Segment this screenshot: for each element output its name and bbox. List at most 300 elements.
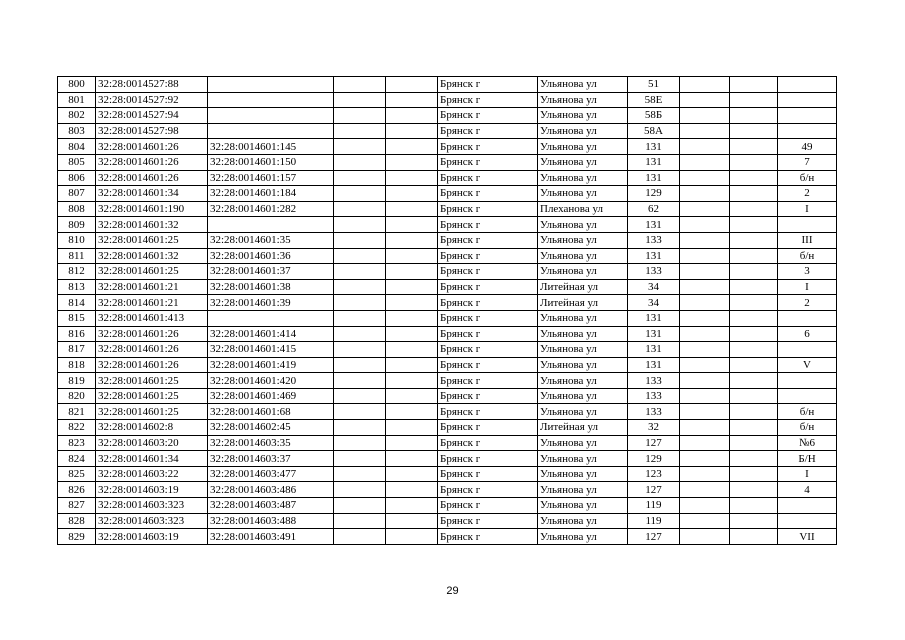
city-cell: Брянск г bbox=[438, 279, 538, 295]
empty-cell bbox=[386, 217, 438, 233]
empty-cell bbox=[386, 92, 438, 108]
building-cadastral-number: 32:28:0014601:420 bbox=[208, 373, 334, 389]
table-row bbox=[58, 310, 837, 326]
row-number: 815 bbox=[58, 310, 96, 326]
empty-cell bbox=[680, 498, 730, 514]
building-cadastral-number: 32:28:0014601:415 bbox=[208, 342, 334, 358]
street-cell: Ульянова ул bbox=[538, 404, 628, 420]
row-number: 809 bbox=[58, 217, 96, 233]
city-cell: Брянск г bbox=[438, 529, 538, 545]
building-cadastral-number: 32:28:0014603:487 bbox=[208, 498, 334, 514]
street-cell: Ульянова ул bbox=[538, 498, 628, 514]
premises-number-cell: V bbox=[778, 357, 837, 373]
house-number-cell: 131 bbox=[628, 326, 680, 342]
empty-cell bbox=[730, 170, 778, 186]
empty-cell bbox=[730, 513, 778, 529]
table-row bbox=[58, 186, 837, 202]
premises-number-cell: б/н bbox=[778, 248, 837, 264]
street-cell: Ульянова ул bbox=[538, 388, 628, 404]
row-number: 816 bbox=[58, 326, 96, 342]
empty-cell bbox=[334, 498, 386, 514]
city-cell: Брянск г bbox=[438, 404, 538, 420]
row-number: 804 bbox=[58, 139, 96, 155]
city-cell: Брянск г bbox=[438, 310, 538, 326]
row-number: 813 bbox=[58, 279, 96, 295]
premises-number-cell: 3 bbox=[778, 264, 837, 280]
city-cell: Брянск г bbox=[438, 420, 538, 436]
premises-number-cell bbox=[778, 217, 837, 233]
row-number: 826 bbox=[58, 482, 96, 498]
empty-cell bbox=[730, 420, 778, 436]
building-cadastral-number: 32:28:0014603:35 bbox=[208, 435, 334, 451]
empty-cell bbox=[680, 108, 730, 124]
row-number: 819 bbox=[58, 373, 96, 389]
empty-cell bbox=[730, 123, 778, 139]
cadastral-number: 32:28:0014527:94 bbox=[96, 108, 208, 124]
row-number: 805 bbox=[58, 154, 96, 170]
table-row bbox=[58, 513, 837, 529]
building-cadastral-number: 32:28:0014601:157 bbox=[208, 170, 334, 186]
empty-cell bbox=[680, 217, 730, 233]
empty-cell bbox=[730, 357, 778, 373]
empty-cell bbox=[334, 201, 386, 217]
empty-cell bbox=[386, 342, 438, 358]
empty-cell bbox=[386, 248, 438, 264]
cadastral-number: 32:28:0014601:26 bbox=[96, 170, 208, 186]
city-cell: Брянск г bbox=[438, 108, 538, 124]
empty-cell bbox=[334, 310, 386, 326]
empty-cell bbox=[680, 295, 730, 311]
cadastral-number: 32:28:0014601:26 bbox=[96, 326, 208, 342]
premises-number-cell: 6 bbox=[778, 326, 837, 342]
city-cell: Брянск г bbox=[438, 170, 538, 186]
empty-cell bbox=[386, 123, 438, 139]
city-cell: Брянск г bbox=[438, 326, 538, 342]
house-number-cell: 133 bbox=[628, 404, 680, 420]
premises-number-cell bbox=[778, 310, 837, 326]
city-cell: Брянск г bbox=[438, 342, 538, 358]
empty-cell bbox=[680, 420, 730, 436]
street-cell: Литейная ул bbox=[538, 279, 628, 295]
empty-cell bbox=[386, 373, 438, 389]
row-number: 817 bbox=[58, 342, 96, 358]
empty-cell bbox=[680, 342, 730, 358]
street-cell: Ульянова ул bbox=[538, 310, 628, 326]
table-row bbox=[58, 357, 837, 373]
building-cadastral-number: 32:28:0014601:469 bbox=[208, 388, 334, 404]
empty-cell bbox=[730, 342, 778, 358]
city-cell: Брянск г bbox=[438, 139, 538, 155]
empty-cell bbox=[334, 435, 386, 451]
empty-cell bbox=[730, 92, 778, 108]
city-cell: Брянск г bbox=[438, 482, 538, 498]
house-number-cell: 131 bbox=[628, 248, 680, 264]
street-cell: Ульянова ул bbox=[538, 342, 628, 358]
empty-cell bbox=[730, 529, 778, 545]
empty-cell bbox=[730, 326, 778, 342]
table-row bbox=[58, 295, 837, 311]
empty-cell bbox=[334, 264, 386, 280]
row-number: 823 bbox=[58, 435, 96, 451]
empty-cell bbox=[386, 326, 438, 342]
city-cell: Брянск г bbox=[438, 295, 538, 311]
cadastral-number: 32:28:0014601:190 bbox=[96, 201, 208, 217]
table-row bbox=[58, 466, 837, 482]
row-number: 811 bbox=[58, 248, 96, 264]
street-cell: Ульянова ул bbox=[538, 232, 628, 248]
table-row bbox=[58, 201, 837, 217]
empty-cell bbox=[680, 326, 730, 342]
empty-cell bbox=[334, 466, 386, 482]
row-number: 800 bbox=[58, 77, 96, 93]
empty-cell bbox=[334, 513, 386, 529]
building-cadastral-number: 32:28:0014603:491 bbox=[208, 529, 334, 545]
building-cadastral-number: 32:28:0014601:150 bbox=[208, 154, 334, 170]
table-row bbox=[58, 92, 837, 108]
house-number-cell: 133 bbox=[628, 232, 680, 248]
building-cadastral-number: 32:28:0014601:68 bbox=[208, 404, 334, 420]
house-number-cell: 123 bbox=[628, 466, 680, 482]
cadastral-number: 32:28:0014603:20 bbox=[96, 435, 208, 451]
empty-cell bbox=[334, 420, 386, 436]
building-cadastral-number: 32:28:0014603:486 bbox=[208, 482, 334, 498]
table-row bbox=[58, 170, 837, 186]
premises-number-cell: Б/Н bbox=[778, 451, 837, 467]
house-number-cell: 133 bbox=[628, 373, 680, 389]
empty-cell bbox=[386, 529, 438, 545]
empty-cell bbox=[730, 186, 778, 202]
empty-cell bbox=[334, 186, 386, 202]
empty-cell bbox=[334, 108, 386, 124]
building-cadastral-number bbox=[208, 217, 334, 233]
empty-cell bbox=[386, 388, 438, 404]
registry-table bbox=[57, 76, 837, 545]
table-row bbox=[58, 232, 837, 248]
empty-cell bbox=[386, 466, 438, 482]
city-cell: Брянск г bbox=[438, 232, 538, 248]
premises-number-cell: VII bbox=[778, 529, 837, 545]
city-cell: Брянск г bbox=[438, 77, 538, 93]
empty-cell bbox=[730, 388, 778, 404]
empty-cell bbox=[680, 357, 730, 373]
street-cell: Ульянова ул bbox=[538, 108, 628, 124]
street-cell: Ульянова ул bbox=[538, 529, 628, 545]
empty-cell bbox=[680, 264, 730, 280]
empty-cell bbox=[680, 529, 730, 545]
table-row bbox=[58, 123, 837, 139]
cadastral-number: 32:28:0014601:25 bbox=[96, 264, 208, 280]
row-number: 807 bbox=[58, 186, 96, 202]
empty-cell bbox=[386, 513, 438, 529]
empty-cell bbox=[680, 451, 730, 467]
empty-cell bbox=[386, 295, 438, 311]
row-number: 822 bbox=[58, 420, 96, 436]
table-row bbox=[58, 139, 837, 155]
premises-number-cell: б/н bbox=[778, 170, 837, 186]
row-number: 827 bbox=[58, 498, 96, 514]
table-row bbox=[58, 108, 837, 124]
empty-cell bbox=[386, 201, 438, 217]
premises-number-cell: 7 bbox=[778, 154, 837, 170]
city-cell: Брянск г bbox=[438, 357, 538, 373]
street-cell: Ульянова ул bbox=[538, 139, 628, 155]
row-number: 824 bbox=[58, 451, 96, 467]
table-row bbox=[58, 404, 837, 420]
premises-number-cell: I bbox=[778, 201, 837, 217]
empty-cell bbox=[386, 357, 438, 373]
building-cadastral-number: 32:28:0014601:39 bbox=[208, 295, 334, 311]
cadastral-number: 32:28:0014527:92 bbox=[96, 92, 208, 108]
empty-cell bbox=[334, 77, 386, 93]
building-cadastral-number: 32:28:0014601:36 bbox=[208, 248, 334, 264]
premises-number-cell bbox=[778, 513, 837, 529]
house-number-cell: 32 bbox=[628, 420, 680, 436]
row-number: 803 bbox=[58, 123, 96, 139]
building-cadastral-number bbox=[208, 77, 334, 93]
building-cadastral-number: 32:28:0014601:282 bbox=[208, 201, 334, 217]
cadastral-number: 32:28:0014603:19 bbox=[96, 482, 208, 498]
empty-cell bbox=[730, 435, 778, 451]
row-number: 818 bbox=[58, 357, 96, 373]
row-number: 821 bbox=[58, 404, 96, 420]
empty-cell bbox=[386, 77, 438, 93]
city-cell: Брянск г bbox=[438, 154, 538, 170]
empty-cell bbox=[680, 404, 730, 420]
empty-cell bbox=[730, 139, 778, 155]
premises-number-cell bbox=[778, 342, 837, 358]
empty-cell bbox=[680, 232, 730, 248]
premises-number-cell: III bbox=[778, 232, 837, 248]
street-cell: Ульянова ул bbox=[538, 154, 628, 170]
empty-cell bbox=[386, 482, 438, 498]
house-number-cell: 131 bbox=[628, 357, 680, 373]
empty-cell bbox=[386, 435, 438, 451]
empty-cell bbox=[334, 139, 386, 155]
street-cell: Ульянова ул bbox=[538, 451, 628, 467]
building-cadastral-number: 32:28:0014602:45 bbox=[208, 420, 334, 436]
empty-cell bbox=[334, 92, 386, 108]
cadastral-number: 32:28:0014603:323 bbox=[96, 513, 208, 529]
cadastral-number: 32:28:0014601:21 bbox=[96, 279, 208, 295]
house-number-cell: 34 bbox=[628, 295, 680, 311]
premises-number-cell: 2 bbox=[778, 295, 837, 311]
building-cadastral-number bbox=[208, 92, 334, 108]
house-number-cell: 34 bbox=[628, 279, 680, 295]
row-number: 812 bbox=[58, 264, 96, 280]
house-number-cell: 131 bbox=[628, 217, 680, 233]
empty-cell bbox=[386, 232, 438, 248]
premises-number-cell bbox=[778, 123, 837, 139]
row-number: 814 bbox=[58, 295, 96, 311]
house-number-cell: 131 bbox=[628, 310, 680, 326]
empty-cell bbox=[386, 310, 438, 326]
house-number-cell: 119 bbox=[628, 513, 680, 529]
table-row bbox=[58, 217, 837, 233]
cadastral-number: 32:28:0014601:26 bbox=[96, 154, 208, 170]
cadastral-number: 32:28:0014602:8 bbox=[96, 420, 208, 436]
row-number: 810 bbox=[58, 232, 96, 248]
premises-number-cell bbox=[778, 373, 837, 389]
empty-cell bbox=[334, 154, 386, 170]
empty-cell bbox=[680, 92, 730, 108]
house-number-cell: 58Б bbox=[628, 108, 680, 124]
table-row bbox=[58, 435, 837, 451]
street-cell: Ульянова ул bbox=[538, 92, 628, 108]
empty-cell bbox=[334, 451, 386, 467]
building-cadastral-number: 32:28:0014603:488 bbox=[208, 513, 334, 529]
row-number: 806 bbox=[58, 170, 96, 186]
empty-cell bbox=[334, 232, 386, 248]
cadastral-number: 32:28:0014603:19 bbox=[96, 529, 208, 545]
empty-cell bbox=[386, 154, 438, 170]
empty-cell bbox=[680, 139, 730, 155]
building-cadastral-number: 32:28:0014603:477 bbox=[208, 466, 334, 482]
cadastral-number: 32:28:0014601:25 bbox=[96, 232, 208, 248]
premises-number-cell bbox=[778, 108, 837, 124]
premises-number-cell bbox=[778, 77, 837, 93]
row-number: 820 bbox=[58, 388, 96, 404]
table-row bbox=[58, 154, 837, 170]
premises-number-cell: 49 bbox=[778, 139, 837, 155]
cadastral-number: 32:28:0014601:413 bbox=[96, 310, 208, 326]
street-cell: Литейная ул bbox=[538, 295, 628, 311]
premises-number-cell bbox=[778, 388, 837, 404]
street-cell: Ульянова ул bbox=[538, 435, 628, 451]
building-cadastral-number: 32:28:0014601:35 bbox=[208, 232, 334, 248]
table-row bbox=[58, 529, 837, 545]
empty-cell bbox=[680, 201, 730, 217]
cadastral-number: 32:28:0014601:32 bbox=[96, 248, 208, 264]
empty-cell bbox=[730, 217, 778, 233]
street-cell: Ульянова ул bbox=[538, 170, 628, 186]
empty-cell bbox=[334, 482, 386, 498]
empty-cell bbox=[730, 498, 778, 514]
street-cell: Ульянова ул bbox=[538, 513, 628, 529]
empty-cell bbox=[334, 388, 386, 404]
empty-cell bbox=[680, 170, 730, 186]
cadastral-number: 32:28:0014601:26 bbox=[96, 342, 208, 358]
row-number: 825 bbox=[58, 466, 96, 482]
empty-cell bbox=[730, 77, 778, 93]
table-row bbox=[58, 498, 837, 514]
empty-cell bbox=[680, 310, 730, 326]
table-row bbox=[58, 77, 837, 93]
empty-cell bbox=[386, 170, 438, 186]
empty-cell bbox=[680, 279, 730, 295]
city-cell: Брянск г bbox=[438, 248, 538, 264]
empty-cell bbox=[386, 139, 438, 155]
row-number: 801 bbox=[58, 92, 96, 108]
premises-number-cell: б/н bbox=[778, 404, 837, 420]
empty-cell bbox=[730, 154, 778, 170]
premises-number-cell: №6 bbox=[778, 435, 837, 451]
street-cell: Ульянова ул bbox=[538, 357, 628, 373]
street-cell: Ульянова ул bbox=[538, 326, 628, 342]
cadastral-number: 32:28:0014601:26 bbox=[96, 357, 208, 373]
empty-cell bbox=[386, 498, 438, 514]
building-cadastral-number bbox=[208, 108, 334, 124]
building-cadastral-number: 32:28:0014601:184 bbox=[208, 186, 334, 202]
empty-cell bbox=[680, 373, 730, 389]
building-cadastral-number bbox=[208, 310, 334, 326]
empty-cell bbox=[386, 404, 438, 420]
cadastral-number: 32:28:0014601:25 bbox=[96, 373, 208, 389]
empty-cell bbox=[334, 357, 386, 373]
premises-number-cell: 2 bbox=[778, 186, 837, 202]
empty-cell bbox=[680, 513, 730, 529]
empty-cell bbox=[680, 154, 730, 170]
street-cell: Ульянова ул bbox=[538, 217, 628, 233]
building-cadastral-number bbox=[208, 123, 334, 139]
empty-cell bbox=[334, 279, 386, 295]
street-cell: Ульянова ул bbox=[538, 248, 628, 264]
cadastral-number: 32:28:0014601:34 bbox=[96, 451, 208, 467]
empty-cell bbox=[730, 451, 778, 467]
house-number-cell: 51 bbox=[628, 77, 680, 93]
building-cadastral-number: 32:28:0014601:38 bbox=[208, 279, 334, 295]
cadastral-number: 32:28:0014527:98 bbox=[96, 123, 208, 139]
city-cell: Брянск г bbox=[438, 264, 538, 280]
empty-cell bbox=[334, 342, 386, 358]
house-number-cell: 127 bbox=[628, 435, 680, 451]
empty-cell bbox=[730, 404, 778, 420]
table-row bbox=[58, 326, 837, 342]
empty-cell bbox=[680, 435, 730, 451]
house-number-cell: 129 bbox=[628, 451, 680, 467]
empty-cell bbox=[730, 279, 778, 295]
street-cell: Ульянова ул bbox=[538, 373, 628, 389]
empty-cell bbox=[334, 404, 386, 420]
cadastral-number: 32:28:0014601:25 bbox=[96, 388, 208, 404]
house-number-cell: 127 bbox=[628, 529, 680, 545]
city-cell: Брянск г bbox=[438, 451, 538, 467]
row-number: 802 bbox=[58, 108, 96, 124]
table-row bbox=[58, 482, 837, 498]
house-number-cell: 131 bbox=[628, 342, 680, 358]
empty-cell bbox=[680, 482, 730, 498]
empty-cell bbox=[386, 279, 438, 295]
premises-number-cell: I bbox=[778, 279, 837, 295]
house-number-cell: 58А bbox=[628, 123, 680, 139]
table-row bbox=[58, 373, 837, 389]
street-cell: Литейная ул bbox=[538, 420, 628, 436]
empty-cell bbox=[386, 451, 438, 467]
street-cell: Плеханова ул bbox=[538, 201, 628, 217]
empty-cell bbox=[334, 529, 386, 545]
city-cell: Брянск г bbox=[438, 201, 538, 217]
empty-cell bbox=[334, 170, 386, 186]
cadastral-number: 32:28:0014601:34 bbox=[96, 186, 208, 202]
empty-cell bbox=[730, 201, 778, 217]
city-cell: Брянск г bbox=[438, 92, 538, 108]
house-number-cell: 131 bbox=[628, 170, 680, 186]
empty-cell bbox=[334, 326, 386, 342]
table-row bbox=[58, 264, 837, 280]
city-cell: Брянск г bbox=[438, 217, 538, 233]
empty-cell bbox=[334, 248, 386, 264]
empty-cell bbox=[334, 295, 386, 311]
house-number-cell: 62 bbox=[628, 201, 680, 217]
table-row bbox=[58, 451, 837, 467]
empty-cell bbox=[334, 217, 386, 233]
empty-cell bbox=[730, 248, 778, 264]
cadastral-number: 32:28:0014527:88 bbox=[96, 77, 208, 93]
empty-cell bbox=[730, 232, 778, 248]
house-number-cell: 131 bbox=[628, 154, 680, 170]
city-cell: Брянск г bbox=[438, 513, 538, 529]
table-row bbox=[58, 342, 837, 358]
premises-number-cell: б/н bbox=[778, 420, 837, 436]
